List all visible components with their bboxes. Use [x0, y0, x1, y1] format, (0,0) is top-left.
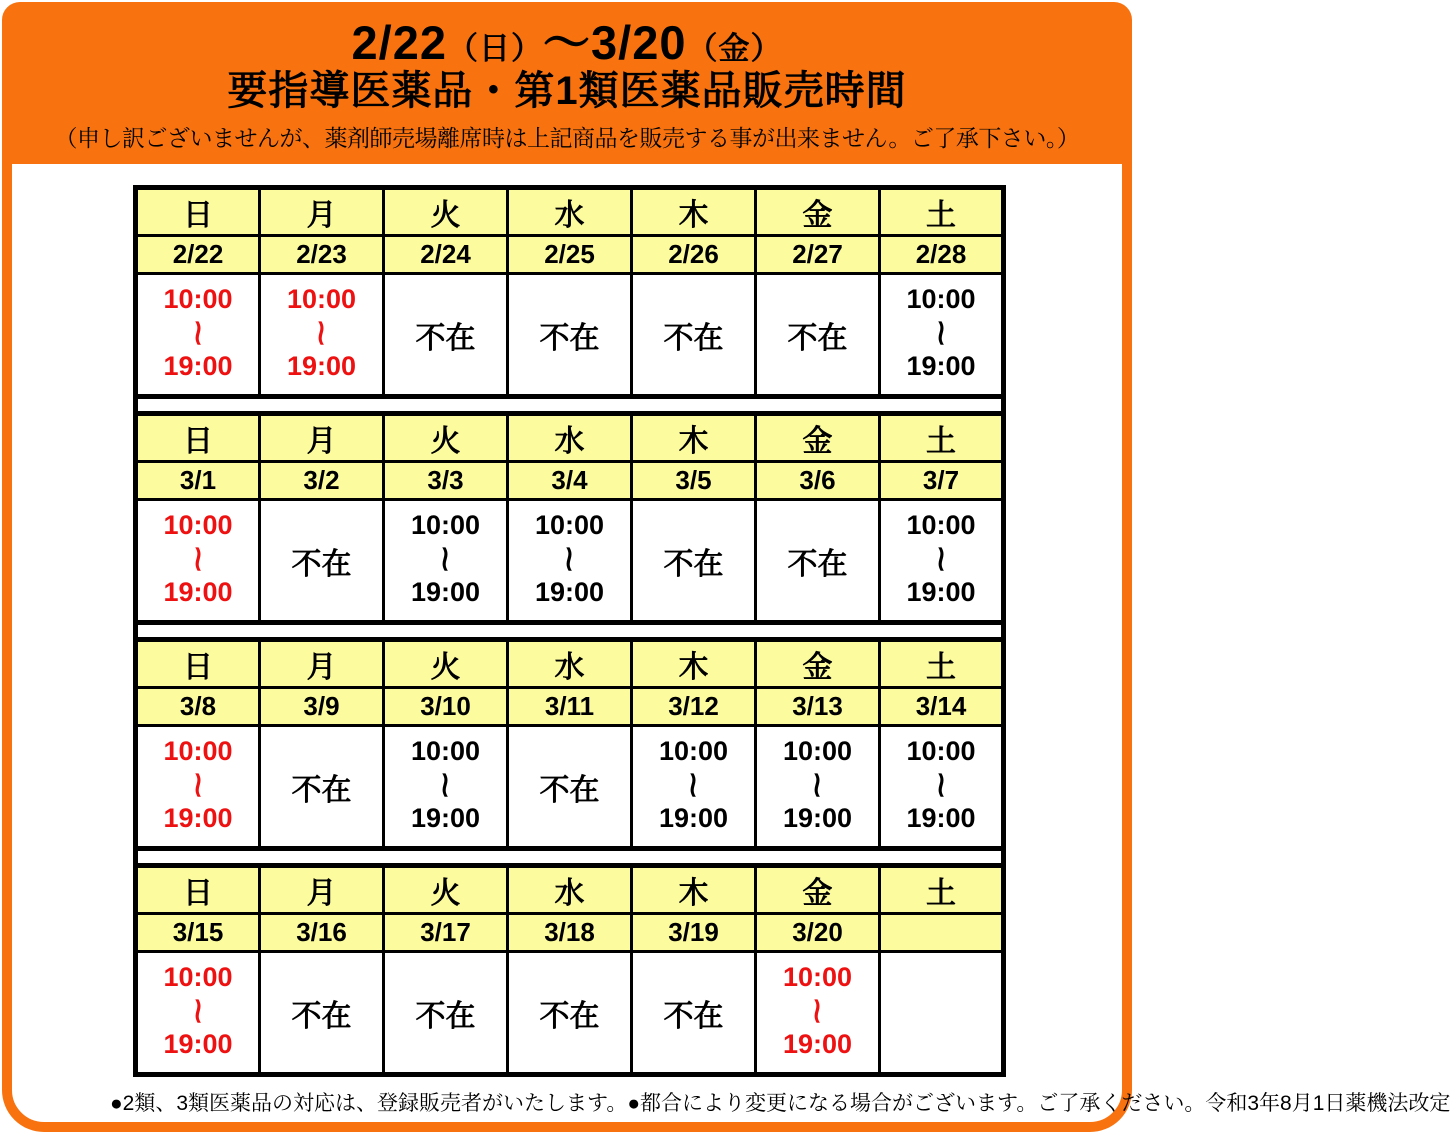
hours-block: [261, 275, 382, 394]
hours-cell: [136, 726, 260, 849]
date-cell: 3/6: [756, 462, 880, 500]
date-cell: 2/26: [632, 236, 756, 274]
date-row: [136, 462, 1004, 500]
weekday-cell: 土: [880, 188, 1004, 236]
hours-cell: [880, 274, 1004, 397]
hours-cell: [880, 500, 1004, 623]
hours-cell: [384, 500, 508, 623]
open-time: 10:00: [906, 284, 976, 314]
absent-label: 不在: [787, 547, 848, 581]
page-title: 要指導医薬品・第1類医薬品販売時間: [227, 68, 907, 113]
hours-cell: [508, 726, 632, 849]
absent-label: 不在: [663, 547, 724, 581]
close-time: 19:00: [410, 577, 481, 607]
open-time: 10:00: [163, 510, 233, 540]
hours-block: [385, 727, 506, 846]
schedule-table-body: [136, 188, 1004, 1075]
close-time: 19:00: [906, 803, 976, 833]
range-tilde: ∼: [926, 769, 958, 801]
open-time: 10:00: [906, 510, 976, 540]
hours-cell: [756, 500, 880, 623]
hours-cell: [260, 952, 384, 1075]
date-cell: 3/15: [136, 914, 260, 952]
close-time: 19:00: [163, 351, 233, 381]
hours-row: [136, 274, 1004, 397]
hours-cell: [756, 726, 880, 849]
date-cell: 3/2: [260, 462, 384, 500]
date-row: [136, 236, 1004, 274]
week-spacer: [136, 623, 1004, 640]
date-cell: 3/17: [384, 914, 508, 952]
open-time: 10:00: [163, 962, 233, 992]
absent-label: 不在: [539, 999, 600, 1033]
hours-row: [136, 726, 1004, 849]
close-time: 19:00: [163, 803, 233, 833]
weekday-cell: 火: [384, 188, 508, 236]
open-time: 10:00: [163, 284, 233, 314]
weekday-cell: 木: [632, 640, 756, 688]
header-note: （申し訳ございませんが、薬剤師売場離席時は上記商品を販売する事が出来ません。ご了承下さい。）: [54, 125, 1080, 152]
range-tilde: ∼: [430, 769, 462, 801]
hours-block: [757, 727, 878, 846]
date-cell: 3/11: [508, 688, 632, 726]
open-time: 10:00: [410, 736, 481, 766]
weekday-cell: 火: [384, 640, 508, 688]
range-tilde: ∼: [183, 769, 215, 801]
weekday-cell: 月: [260, 640, 384, 688]
date-cell: 3/18: [508, 914, 632, 952]
date-range-part: （金）: [686, 31, 783, 66]
date-cell: 3/1: [136, 462, 260, 500]
weekday-cell: 木: [632, 866, 756, 914]
close-time: 19:00: [286, 351, 357, 381]
range-tilde: ∼: [183, 543, 215, 575]
hours-cell: [632, 274, 756, 397]
weekday-row: [136, 188, 1004, 236]
close-time: 19:00: [906, 577, 976, 607]
close-time: 19:00: [410, 803, 481, 833]
header-band: [12, 12, 1122, 164]
date-range-part: （日）: [447, 31, 543, 66]
hours-block: [509, 501, 630, 620]
weekday-cell: 水: [508, 640, 632, 688]
weekday-cell: 水: [508, 188, 632, 236]
hours-block: [138, 275, 258, 394]
hours-cell: [136, 952, 260, 1075]
range-tilde: ∼: [802, 995, 834, 1027]
weekday-cell: 日: [136, 188, 260, 236]
date-cell: 3/10: [384, 688, 508, 726]
weekday-cell: 金: [756, 866, 880, 914]
weekday-cell: 日: [136, 866, 260, 914]
weekday-cell: 月: [260, 414, 384, 462]
weekday-cell: 日: [136, 640, 260, 688]
range-tilde: ∼: [554, 543, 586, 575]
weekday-cell: 火: [384, 414, 508, 462]
weekday-row: [136, 640, 1004, 688]
hours-block: [138, 727, 258, 846]
footer-notes: [110, 1087, 1450, 1117]
weekday-cell: 金: [756, 414, 880, 462]
hours-row: [136, 500, 1004, 623]
week-spacer-cell: [136, 397, 1004, 414]
open-time: 10:00: [534, 510, 605, 540]
weekday-cell: 月: [260, 188, 384, 236]
absent-label: 不在: [539, 321, 600, 355]
hours-cell: [508, 500, 632, 623]
weekday-cell: 木: [632, 188, 756, 236]
hours-block: [385, 501, 506, 620]
date-cell: 3/4: [508, 462, 632, 500]
weekday-cell: 土: [880, 414, 1004, 462]
hours-cell: [756, 952, 880, 1075]
close-time: 19:00: [782, 1029, 853, 1059]
date-cell: 3/3: [384, 462, 508, 500]
weekday-cell: 月: [260, 866, 384, 914]
hours-row: [136, 952, 1004, 1075]
absent-label: 不在: [663, 321, 724, 355]
hours-cell: [136, 500, 260, 623]
date-cell: 2/25: [508, 236, 632, 274]
absent-label: 不在: [539, 773, 600, 807]
open-time: 10:00: [782, 736, 853, 766]
hours-block: [881, 501, 1001, 620]
weekday-cell: 火: [384, 866, 508, 914]
weekday-row: [136, 866, 1004, 914]
open-time: 10:00: [906, 736, 976, 766]
date-cell: 3/16: [260, 914, 384, 952]
open-time: 10:00: [782, 962, 853, 992]
close-time: 19:00: [906, 351, 976, 381]
date-cell: 3/19: [632, 914, 756, 952]
hours-cell: [508, 952, 632, 1075]
weekday-cell: 金: [756, 188, 880, 236]
footer-note-left: ●2類、3類医薬品の対応は、登録販売者がいたします。●都合により変更になる場合がございます。ご了承ください。: [110, 1092, 1206, 1115]
open-time: 10:00: [286, 284, 357, 314]
hours-cell: [632, 500, 756, 623]
date-cell: 3/14: [880, 688, 1004, 726]
range-tilde: ∼: [183, 995, 215, 1027]
week-spacer: [136, 849, 1004, 866]
schedule-table: [133, 185, 1006, 1077]
date-cell: 3/12: [632, 688, 756, 726]
date-cell: 2/22: [136, 236, 260, 274]
close-time: 19:00: [782, 803, 853, 833]
hours-block: [138, 501, 258, 620]
range-tilde: ∼: [306, 317, 338, 349]
hours-cell: [384, 726, 508, 849]
range-tilde: ∼: [926, 317, 958, 349]
date-range-part: ～: [543, 16, 591, 69]
close-time: 19:00: [534, 577, 605, 607]
date-cell: 2/28: [880, 236, 1004, 274]
open-time: 10:00: [163, 736, 233, 766]
hours-cell: [384, 274, 508, 397]
hours-cell: [260, 726, 384, 849]
weekday-cell: 水: [508, 866, 632, 914]
close-time: 19:00: [163, 577, 233, 607]
absent-label: 不在: [291, 773, 352, 807]
absent-label: 不在: [291, 999, 352, 1033]
date-cell: 3/20: [756, 914, 880, 952]
hours-cell: [260, 500, 384, 623]
range-tilde: ∼: [183, 317, 215, 349]
weekday-cell: 土: [880, 640, 1004, 688]
week-spacer: [136, 397, 1004, 414]
date-cell: 3/8: [136, 688, 260, 726]
date-cell: [880, 914, 1004, 952]
date-cell: 3/5: [632, 462, 756, 500]
schedule-area: [133, 185, 1006, 1077]
date-row: [136, 688, 1004, 726]
absent-label: 不在: [291, 547, 352, 581]
range-tilde: ∼: [678, 769, 710, 801]
hours-cell: [136, 274, 260, 397]
date-cell: 2/24: [384, 236, 508, 274]
date-range: [12, 17, 1122, 69]
hours-cell: [632, 952, 756, 1075]
hours-block: [633, 727, 754, 846]
weekday-cell: 金: [756, 640, 880, 688]
hours-cell: [632, 726, 756, 849]
open-time: 10:00: [658, 736, 729, 766]
week-spacer-cell: [136, 623, 1004, 640]
hours-cell: [384, 952, 508, 1075]
date-cell: 2/27: [756, 236, 880, 274]
date-row: [136, 914, 1004, 952]
hours-block: [757, 953, 878, 1072]
week-spacer-cell: [136, 849, 1004, 866]
weekday-cell: 水: [508, 414, 632, 462]
open-time: 10:00: [410, 510, 481, 540]
date-cell: 2/23: [260, 236, 384, 274]
weekday-row: [136, 414, 1004, 462]
date-cell: 3/9: [260, 688, 384, 726]
hours-cell: [880, 952, 1004, 1075]
close-time: 19:00: [163, 1029, 233, 1059]
date-cell: 3/13: [756, 688, 880, 726]
footer-note-right: 令和3年8月1日薬機法改定: [1205, 1092, 1450, 1115]
weekday-cell: 木: [632, 414, 756, 462]
absent-label: 不在: [415, 321, 476, 355]
weekday-cell: 土: [880, 866, 1004, 914]
range-tilde: ∼: [926, 543, 958, 575]
range-tilde: ∼: [802, 769, 834, 801]
close-time: 19:00: [658, 803, 729, 833]
hours-cell: [260, 274, 384, 397]
absent-label: 不在: [415, 999, 476, 1033]
hours-cell: [756, 274, 880, 397]
date-range-part: 2/22: [351, 16, 447, 69]
absent-label: 不在: [787, 321, 848, 355]
absent-label: 不在: [663, 999, 724, 1033]
hours-cell: [508, 274, 632, 397]
hours-block: [138, 953, 258, 1072]
date-range-part: 3/20: [591, 16, 687, 69]
hours-block: [881, 727, 1001, 846]
hours-cell: [880, 726, 1004, 849]
weekday-cell: 日: [136, 414, 260, 462]
range-tilde: ∼: [430, 543, 462, 575]
hours-block: [881, 275, 1001, 394]
date-cell: 3/7: [880, 462, 1004, 500]
